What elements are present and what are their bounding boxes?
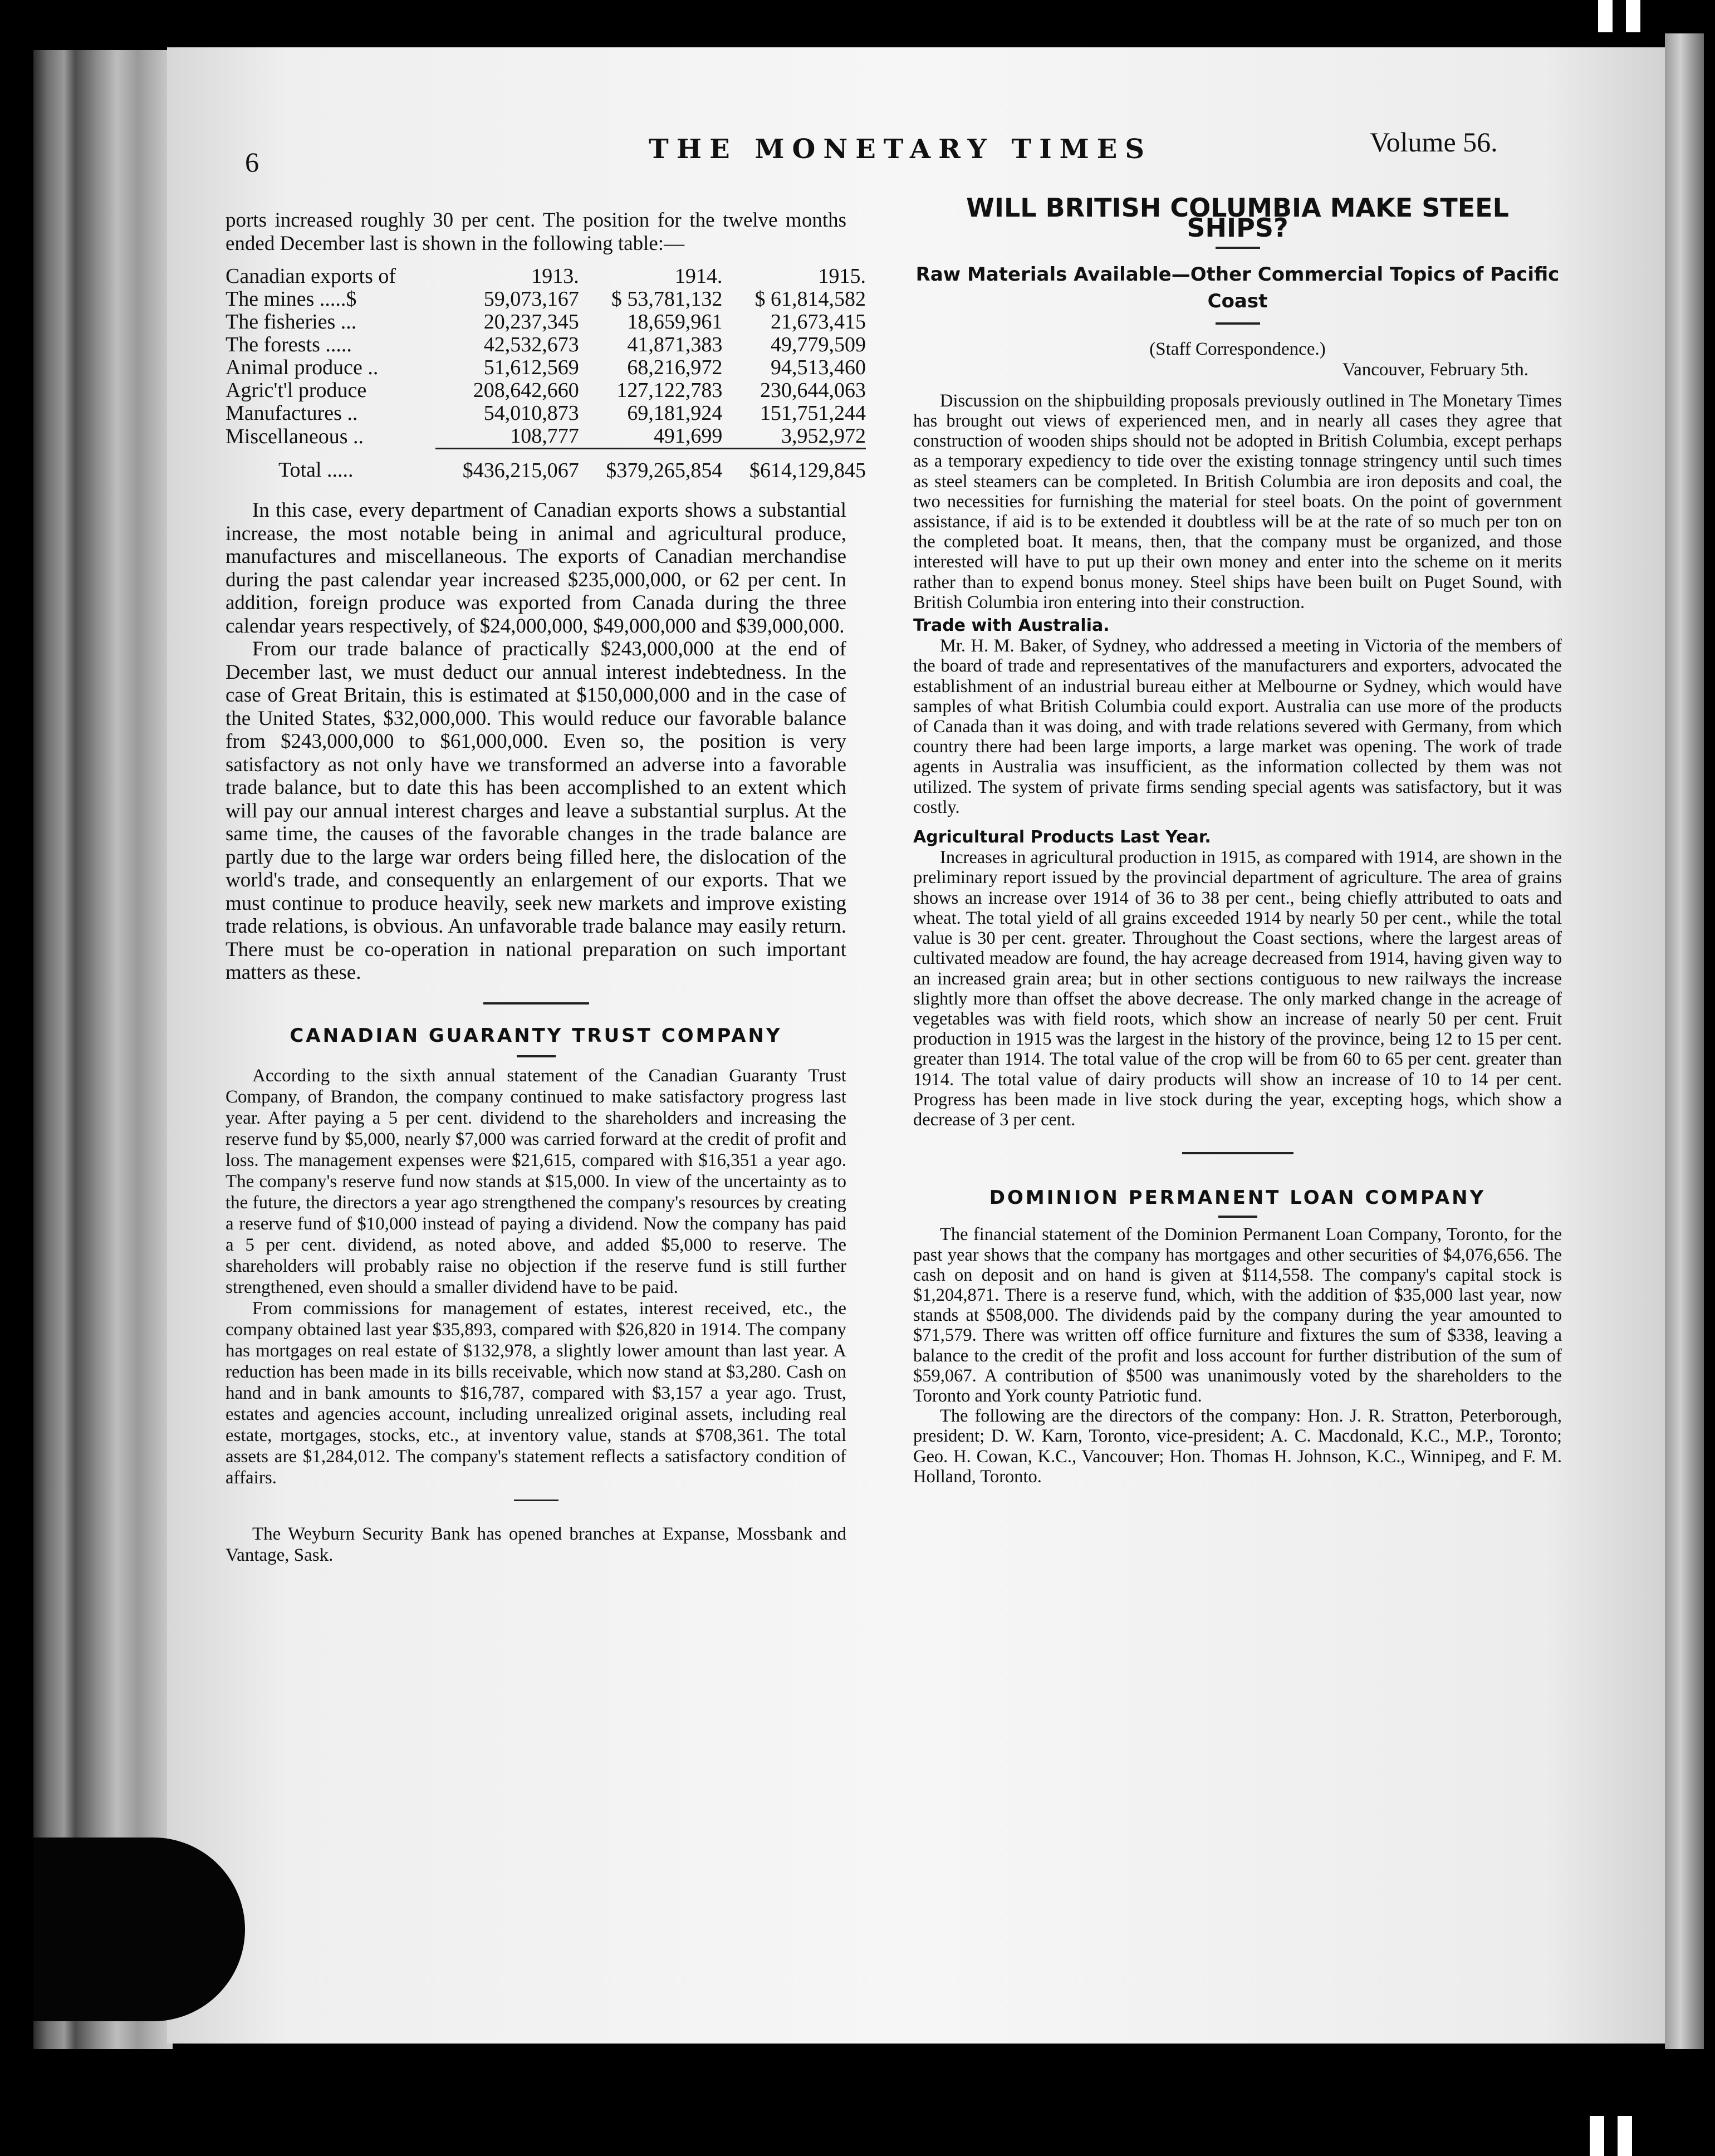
exports-table bbox=[226, 265, 866, 482]
book-binding bbox=[33, 50, 173, 2049]
table-header-cell: 1913. bbox=[531, 264, 579, 288]
film-mark bbox=[1590, 2116, 1604, 2156]
table-cell: 21,673,415 bbox=[771, 310, 866, 334]
table-cell: The forests ..... bbox=[226, 333, 352, 356]
table-cell: Manufactures .. bbox=[226, 401, 358, 425]
body-paragraph: Discussion on the shipbuilding proposals previously outlined in The Monetary Times has brought out views of experienced men, and in nearly all cases they agree that construction of wooden ships should not be adopted in British Columbia, except perhaps as a temporary expediency to tide over the existing tonnage stringency until such times as steel steamers can be completed. In British Columbia are iron deposits and coal, the two necessities for furnishing the material for steel boats. On the point of government assistance, if aid is to be extended it doubtless will be at the rate of so much per ton on the completed boat. It means, then, that the company must be organized, and those interested will have to put up their own money and enter into the scheme on it merits rather than to expend bonus money. Steel ships have been built on Puget Sound, with British Columbia iron entering into their construction. bbox=[913, 390, 1562, 612]
body-paragraph: In this case, every department of Canadian exports shows a substantial increase, the most notable being in animal and agricultural produce, manufactures and miscellaneous. The exports of Canadian merchandise during the past calendar year increased $235,000,000, or 62 per cent. In addition, foreign produce was exported from Canada during the three calendar years respectively, of $24,000,000, $49,000,000 and $39,000,000. bbox=[226, 499, 846, 638]
table-header-cell: Canadian exports of bbox=[226, 264, 396, 288]
film-mark bbox=[1598, 0, 1613, 32]
section-title: CANADIAN GUARANTY TRUST COMPANY bbox=[290, 1024, 782, 1047]
table-cell: The fisheries ... bbox=[226, 310, 357, 334]
table-header bbox=[226, 265, 866, 288]
page-number: 6 bbox=[245, 146, 259, 178]
subsection-heading: Trade with Australia. bbox=[913, 616, 1110, 636]
section-rule bbox=[517, 1055, 556, 1057]
section-rule bbox=[483, 1002, 589, 1004]
masthead: THE MONETARY TIMES bbox=[649, 134, 1153, 165]
section-title: DOMINION PERMANENT LOAN COMPANY bbox=[989, 1187, 1486, 1209]
table-row bbox=[226, 379, 866, 402]
table-row bbox=[226, 334, 866, 356]
page-clip-shadow bbox=[33, 1837, 245, 2021]
table-row bbox=[226, 356, 866, 379]
film-mark bbox=[1618, 2116, 1632, 2156]
section-rule bbox=[514, 1500, 558, 1501]
table-cell: $614,129,845 bbox=[749, 459, 866, 482]
section-rule bbox=[1218, 1216, 1257, 1218]
table-cell: $379,265,854 bbox=[606, 459, 723, 482]
body-paragraph: From our trade balance of practically $243,000,000 at the end of December last, we must deduct our annual interest indebtedness. In the case of Great Britain, this is estimated at $150,000,000 and in the case of the United States, $32,000,000. This would reduce our favorable balance from $243,000,000 to $61,000,000. Even so, the position is very satisfactory as not only have we transformed an adverse into a favorable trade balance, but to date this has been accomplished to an extent which will pay our annual interest charges and leave a substantial surplus. At the same time, the causes of the favorable changes in the trade balance are partly due to the large war orders being filled here, the dislocation of the world's trade, and consequently an enlargement of our exports. That we must continue to produce heavily, seek new markets and improve existing trade relations, is obvious. An unfavorable trade balance may easily return. There must be co-operation in national preparation on such important matters as these. bbox=[226, 638, 846, 984]
table-cell: 54,010,873 bbox=[483, 401, 579, 425]
table-header-cell: 1914. bbox=[674, 264, 723, 288]
film-mark bbox=[1626, 0, 1640, 32]
article-subtitle: Raw Materials Available—Other Commercial Topics of Pacific Coast bbox=[915, 263, 1560, 313]
article-title: WILL BRITISH COLUMBIA MAKE STEEL SHIPS? bbox=[966, 193, 1509, 243]
table-cell: 491,699 bbox=[579, 425, 723, 449]
table-cell: 42,532,673 bbox=[483, 333, 579, 356]
table-cell: Miscellaneous .. bbox=[226, 424, 364, 448]
table-row bbox=[226, 402, 866, 425]
table-header-cell: 1915. bbox=[818, 264, 866, 288]
subsection-heading: Agricultural Products Last Year. bbox=[913, 827, 1211, 847]
table-cell: 151,751,244 bbox=[760, 401, 866, 425]
body-paragraph: Mr. H. M. Baker, of Sydney, who addressed a meeting in Victoria of the members of the board of trade and representatives of the manufacturers and exporters, advocated the establishment of an industrial bureau either at Melbourne or Sydney, which would have samples of what British Columbia could export. Australia can use more of the products of Canada than it was doing, and with trade relations severed with Germany, from which country there had been large imports, a large market was opening. The work of trade agents in Australia was insufficient, as the information collected by them was not utilized. The system of private firms sending special agents was satisfactory, but it was costly. bbox=[913, 636, 1562, 817]
right-column bbox=[913, 193, 1562, 1487]
table-row bbox=[226, 425, 866, 449]
body-paragraph: According to the sixth annual statement of the Canadian Guaranty Trust Company, of Brandon, the company continued to make satisfactory progress last year. After paying a 5 per cent. dividend to the shareholders and increasing the reserve fund by $5,000, nearly $7,000 was carried forward at the credit of profit and loss. The management expenses were $21,615, compared with $16,351 a year ago. The company's reserve fund now stands at $15,000. In view of the uncertainty as to the future, the directors a year ago strengthened the company's resources by creating a reserve fund of $10,000 instead of paying a dividend. Now the company has paid a 5 per cent. dividend, as noted above, and added $5,000 to reserve. The shareholders will probably raise no objection if the reserve fund is still further strengthened, even should a smaller dividend have to be paid. bbox=[226, 1066, 846, 1297]
table-cell: Animal produce .. bbox=[226, 356, 379, 379]
table-cell: $436,215,067 bbox=[462, 459, 579, 482]
table-cell: 18,659,961 bbox=[627, 310, 723, 334]
section-rule bbox=[1182, 1152, 1293, 1154]
section-rule bbox=[1216, 322, 1260, 325]
table-cell: Agric't'l produce bbox=[226, 379, 367, 402]
volume-label: Volume 56. bbox=[1370, 126, 1498, 158]
facing-page-edge bbox=[1665, 33, 1704, 2049]
table-cell: $ 61,814,582 bbox=[754, 287, 866, 311]
table-cell: $ 53,781,132 bbox=[611, 287, 723, 311]
table-cell: 41,871,383 bbox=[627, 333, 723, 356]
table-cell: 68,216,972 bbox=[627, 356, 723, 379]
table-cell: 208,642,660 bbox=[473, 379, 579, 402]
table-cell: 49,779,509 bbox=[771, 333, 866, 356]
table-cell: 3,952,972 bbox=[722, 425, 866, 449]
section-rule bbox=[1216, 247, 1260, 249]
table-cell: 230,644,063 bbox=[760, 379, 866, 402]
table-cell: 94,513,460 bbox=[771, 356, 866, 379]
body-paragraph: The following are the directors of the company: Hon. J. R. Stratton, Peterborough, president; D. W. Karn, Toronto, vice-president; A. C. Macdonald, K.C., M.P., Toronto; Geo. H. Cowan, K.C., Vancouver; Hon. Thomas H. Johnson, K.C., Winnipeg, and F. M. Holland, Toronto. bbox=[913, 1406, 1562, 1487]
table-row bbox=[226, 311, 866, 334]
table-cell: 127,122,783 bbox=[616, 379, 723, 402]
body-paragraph: From commissions for management of estates, interest received, etc., the company obtained last year $35,893, compared with $26,820 in 1914. The company has mortgages on real estate of $132,978, a slightly lower amount than last year. A reduction has been made in its bills receivable, which now stand at $3,280. Cash on hand and in bank amounts to $16,787, compared with $3,157 a year ago. Trust, estates and agencies account, including unrealized original assets, including real estate, mortgages, stocks, etc., at inventory value, stands at $708,361. The total assets are $1,284,012. The company's statement reflects a satisfactory condition of affairs. bbox=[226, 1298, 846, 1488]
table-total-row bbox=[226, 449, 866, 483]
table-cell: The mines .....$ bbox=[226, 287, 357, 311]
table-cell: 69,181,924 bbox=[627, 401, 723, 425]
table-cell: 51,612,569 bbox=[483, 356, 579, 379]
left-column bbox=[226, 209, 866, 1566]
dateline: Vancouver, February 5th. bbox=[1342, 359, 1528, 380]
body-paragraph: The Weyburn Security Bank has opened branches at Expanse, Mossbank and Vantage, Sask. bbox=[226, 1524, 846, 1565]
table-cell: Total ..... bbox=[278, 458, 354, 482]
body-paragraph: Increases in agricultural production in 1915, as compared with 1914, are shown in the preliminary report issued by the provincial department of agriculture. The area of grains shows an increase over 1914 of 36 to 38 per cent., being chiefly attributed to oats and wheat. The total yield of all grains exceeded 1914 by nearly 50 per cent., while the total value is 30 per cent. greater. Throughout the Coast sections, where the largest areas of cultivated meadow are found, the hay acreage decreased from 1914, having given way to an increased grain area; but in other sections contiguous to new railways the increase slightly more than offset the above decrease. The only marked change in the acreage of vegetables was with field roots, which show an increase of nearly 50 per cent. Fruit production in 1915 was the largest in the history of the province, being 12 to 15 per cent. greater than 1914. The total value of the crop will be from 60 to 65 per cent. greater than 1914. The total value of dairy products will show an increase of 10 to 14 per cent. Progress has been made in live stock during the year, excepting hogs, which show a decrease of 3 per cent. bbox=[913, 847, 1562, 1130]
table-cell: 108,777 bbox=[435, 425, 579, 449]
table-cell: 59,073,167 bbox=[483, 287, 579, 311]
table-cell: 20,237,345 bbox=[483, 310, 579, 334]
staff-credit: (Staff Correspondence.) bbox=[1149, 339, 1326, 360]
table-row bbox=[226, 288, 866, 311]
intro-paragraph: ports increased roughly 30 per cent. The position for the twelve months ended December last is shown in the following table:— bbox=[226, 209, 846, 255]
body-paragraph: The financial statement of the Dominion Permanent Loan Company, Toronto, for the past year shows that the company has mortgages and other securities of $4,076,656. The cash on deposit and on hand is given at $114,558. The company's capital stock is $1,204,871. There is a reserve fund, which, with the addition of $35,000 last year, now stands at $508,000. The dividends paid by the company during the year amounted to $71,579. There was written off office furniture and fixtures the sum of $338, leaving a balance to the credit of the profit and loss account for further distribution of the sum of $59,067. A contribution of $500 was unanimously voted by the shareholders to the Toronto and York county Patriotic fund. bbox=[913, 1224, 1562, 1406]
